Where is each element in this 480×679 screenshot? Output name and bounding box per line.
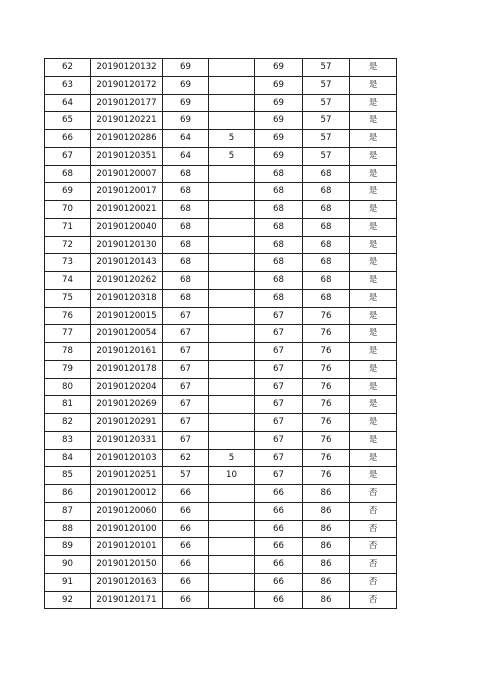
score-cell: 69 [163, 76, 209, 94]
final-score-cell: 67 [255, 431, 303, 449]
score-cell: 64 [163, 147, 209, 165]
status-cell: 否 [350, 485, 397, 503]
status-cell: 是 [350, 449, 397, 467]
table-row [45, 76, 397, 94]
table-row [45, 236, 397, 254]
rank-cell: 68 [303, 272, 350, 290]
status-cell: 是 [350, 431, 397, 449]
candidate-id-cell: 20190120017 [91, 183, 163, 201]
score-cell: 67 [163, 431, 209, 449]
status-cell: 是 [350, 343, 397, 361]
status-cell: 是 [350, 254, 397, 272]
score-cell: 66 [163, 573, 209, 591]
bonus-cell [209, 591, 255, 609]
table-row [45, 343, 397, 361]
row-number-cell: 64 [45, 94, 91, 112]
score-cell: 68 [163, 201, 209, 219]
score-cell: 66 [163, 502, 209, 520]
candidate-id-cell: 20190120150 [91, 556, 163, 574]
final-score-cell: 68 [255, 165, 303, 183]
score-cell: 69 [163, 94, 209, 112]
status-cell: 是 [350, 165, 397, 183]
status-cell: 是 [350, 130, 397, 148]
status-cell: 是 [350, 414, 397, 432]
score-cell: 67 [163, 307, 209, 325]
table-row [45, 325, 397, 343]
final-score-cell: 66 [255, 556, 303, 574]
bonus-cell [209, 325, 255, 343]
status-cell: 是 [350, 467, 397, 485]
status-cell: 是 [350, 289, 397, 307]
status-cell: 是 [350, 201, 397, 219]
score-cell: 66 [163, 520, 209, 538]
candidate-id-cell: 20190120318 [91, 289, 163, 307]
row-number-cell: 74 [45, 272, 91, 290]
candidate-id-cell: 20190120161 [91, 343, 163, 361]
final-score-cell: 68 [255, 289, 303, 307]
rank-cell: 76 [303, 360, 350, 378]
status-cell: 是 [350, 76, 397, 94]
candidate-id-cell: 20190120178 [91, 360, 163, 378]
rank-cell: 86 [303, 573, 350, 591]
candidate-id-cell: 20190120132 [91, 59, 163, 77]
bonus-cell [209, 236, 255, 254]
rank-cell: 86 [303, 520, 350, 538]
candidate-id-cell: 20190120262 [91, 272, 163, 290]
final-score-cell: 68 [255, 218, 303, 236]
bonus-cell: 5 [209, 130, 255, 148]
score-cell: 67 [163, 325, 209, 343]
bonus-cell [209, 94, 255, 112]
score-cell: 68 [163, 218, 209, 236]
row-number-cell: 86 [45, 485, 91, 503]
candidate-id-cell: 20190120040 [91, 218, 163, 236]
rank-cell: 68 [303, 218, 350, 236]
candidate-id-cell: 20190120100 [91, 520, 163, 538]
rank-cell: 76 [303, 307, 350, 325]
table-row [45, 556, 397, 574]
candidate-id-cell: 20190120351 [91, 147, 163, 165]
rank-cell: 86 [303, 502, 350, 520]
final-score-cell: 69 [255, 76, 303, 94]
row-number-cell: 87 [45, 502, 91, 520]
rank-cell: 57 [303, 94, 350, 112]
final-score-cell: 67 [255, 396, 303, 414]
bonus-cell [209, 485, 255, 503]
row-number-cell: 79 [45, 360, 91, 378]
bonus-cell [209, 360, 255, 378]
status-cell: 是 [350, 325, 397, 343]
score-cell: 66 [163, 556, 209, 574]
rank-cell: 76 [303, 449, 350, 467]
rank-cell: 86 [303, 485, 350, 503]
row-number-cell: 90 [45, 556, 91, 574]
rank-cell: 76 [303, 378, 350, 396]
row-number-cell: 69 [45, 183, 91, 201]
rank-cell: 76 [303, 431, 350, 449]
table-row [45, 538, 397, 556]
row-number-cell: 91 [45, 573, 91, 591]
row-number-cell: 65 [45, 112, 91, 130]
row-number-cell: 68 [45, 165, 91, 183]
table-row [45, 183, 397, 201]
table-row [45, 449, 397, 467]
candidate-id-cell: 20190120163 [91, 573, 163, 591]
table-row [45, 396, 397, 414]
status-cell: 是 [350, 94, 397, 112]
status-cell: 否 [350, 502, 397, 520]
row-number-cell: 89 [45, 538, 91, 556]
status-cell: 是 [350, 378, 397, 396]
bonus-cell: 5 [209, 147, 255, 165]
candidate-id-cell: 20190120221 [91, 112, 163, 130]
status-cell: 是 [350, 112, 397, 130]
candidate-id-cell: 20190120012 [91, 485, 163, 503]
bonus-cell [209, 538, 255, 556]
bonus-cell [209, 343, 255, 361]
candidate-id-cell: 20190120177 [91, 94, 163, 112]
row-number-cell: 76 [45, 307, 91, 325]
rank-cell: 68 [303, 165, 350, 183]
table-row [45, 165, 397, 183]
rank-cell: 86 [303, 556, 350, 574]
final-score-cell: 67 [255, 378, 303, 396]
bonus-cell [209, 378, 255, 396]
table-row [45, 307, 397, 325]
score-cell: 67 [163, 414, 209, 432]
row-number-cell: 83 [45, 431, 91, 449]
table-row [45, 147, 397, 165]
status-cell: 是 [350, 59, 397, 77]
rank-cell: 68 [303, 183, 350, 201]
score-cell: 68 [163, 236, 209, 254]
score-cell: 67 [163, 343, 209, 361]
row-number-cell: 82 [45, 414, 91, 432]
score-cell: 66 [163, 591, 209, 609]
row-number-cell: 77 [45, 325, 91, 343]
score-cell: 67 [163, 360, 209, 378]
row-number-cell: 92 [45, 591, 91, 609]
final-score-cell: 69 [255, 147, 303, 165]
row-number-cell: 73 [45, 254, 91, 272]
table-row [45, 467, 397, 485]
final-score-cell: 67 [255, 343, 303, 361]
score-cell: 68 [163, 289, 209, 307]
score-cell: 69 [163, 112, 209, 130]
candidate-id-cell: 20190120251 [91, 467, 163, 485]
table-row [45, 378, 397, 396]
candidate-id-cell: 20190120331 [91, 431, 163, 449]
final-score-cell: 68 [255, 201, 303, 219]
table-row [45, 520, 397, 538]
rank-cell: 76 [303, 414, 350, 432]
status-cell: 是 [350, 272, 397, 290]
final-score-cell: 66 [255, 538, 303, 556]
table-row [45, 272, 397, 290]
candidate-id-cell: 20190120007 [91, 165, 163, 183]
final-score-cell: 66 [255, 485, 303, 503]
bonus-cell [209, 165, 255, 183]
rank-cell: 86 [303, 538, 350, 556]
score-cell: 67 [163, 378, 209, 396]
rank-cell: 86 [303, 591, 350, 609]
table-row [45, 414, 397, 432]
final-score-cell: 66 [255, 520, 303, 538]
score-cell: 57 [163, 467, 209, 485]
rank-cell: 76 [303, 396, 350, 414]
bonus-cell [209, 414, 255, 432]
score-cell: 68 [163, 272, 209, 290]
score-cell: 67 [163, 396, 209, 414]
status-cell: 是 [350, 360, 397, 378]
bonus-cell [209, 112, 255, 130]
rank-cell: 57 [303, 76, 350, 94]
row-number-cell: 85 [45, 467, 91, 485]
candidate-id-cell: 20190120130 [91, 236, 163, 254]
final-score-cell: 67 [255, 414, 303, 432]
table-row [45, 431, 397, 449]
final-score-cell: 68 [255, 236, 303, 254]
final-score-cell: 69 [255, 94, 303, 112]
status-cell: 否 [350, 520, 397, 538]
bonus-cell [209, 520, 255, 538]
bonus-cell [209, 307, 255, 325]
bonus-cell [209, 573, 255, 591]
candidate-id-cell: 20190120286 [91, 130, 163, 148]
final-score-cell: 67 [255, 360, 303, 378]
bonus-cell: 5 [209, 449, 255, 467]
rank-cell: 57 [303, 59, 350, 77]
table-row [45, 485, 397, 503]
final-score-cell: 67 [255, 449, 303, 467]
status-cell: 是 [350, 147, 397, 165]
candidate-id-cell: 20190120172 [91, 76, 163, 94]
rank-cell: 68 [303, 236, 350, 254]
row-number-cell: 71 [45, 218, 91, 236]
table-row [45, 289, 397, 307]
score-cell: 68 [163, 183, 209, 201]
rank-cell: 68 [303, 254, 350, 272]
rank-cell: 68 [303, 201, 350, 219]
candidate-id-cell: 20190120143 [91, 254, 163, 272]
bonus-cell [209, 76, 255, 94]
bonus-cell [209, 502, 255, 520]
row-number-cell: 63 [45, 76, 91, 94]
table-row [45, 218, 397, 236]
row-number-cell: 81 [45, 396, 91, 414]
final-score-cell: 68 [255, 272, 303, 290]
final-score-cell: 69 [255, 112, 303, 130]
table-body [45, 59, 397, 609]
rank-cell: 57 [303, 147, 350, 165]
bonus-cell [209, 254, 255, 272]
score-cell: 68 [163, 165, 209, 183]
candidate-id-cell: 20190120015 [91, 307, 163, 325]
bonus-cell [209, 289, 255, 307]
row-number-cell: 67 [45, 147, 91, 165]
rank-cell: 57 [303, 130, 350, 148]
rank-cell: 57 [303, 112, 350, 130]
status-cell: 否 [350, 556, 397, 574]
table-row [45, 360, 397, 378]
row-number-cell: 62 [45, 59, 91, 77]
row-number-cell: 70 [45, 201, 91, 219]
candidate-id-cell: 20190120204 [91, 378, 163, 396]
final-score-cell: 66 [255, 573, 303, 591]
bonus-cell: 10 [209, 467, 255, 485]
row-number-cell: 84 [45, 449, 91, 467]
bonus-cell [209, 218, 255, 236]
score-cell: 66 [163, 485, 209, 503]
table-row [45, 201, 397, 219]
table-row [45, 130, 397, 148]
final-score-cell: 66 [255, 591, 303, 609]
score-cell: 64 [163, 130, 209, 148]
rank-cell: 68 [303, 289, 350, 307]
bonus-cell [209, 201, 255, 219]
bonus-cell [209, 183, 255, 201]
status-cell: 是 [350, 396, 397, 414]
score-cell: 69 [163, 59, 209, 77]
rank-cell: 76 [303, 325, 350, 343]
final-score-cell: 67 [255, 467, 303, 485]
final-score-cell: 68 [255, 254, 303, 272]
candidate-id-cell: 20190120021 [91, 201, 163, 219]
candidate-id-cell: 20190120101 [91, 538, 163, 556]
final-score-cell: 67 [255, 325, 303, 343]
candidate-id-cell: 20190120269 [91, 396, 163, 414]
table-row [45, 254, 397, 272]
score-cell: 68 [163, 254, 209, 272]
rank-cell: 76 [303, 343, 350, 361]
score-table [44, 58, 397, 609]
bonus-cell [209, 59, 255, 77]
bonus-cell [209, 431, 255, 449]
status-cell: 是 [350, 183, 397, 201]
row-number-cell: 78 [45, 343, 91, 361]
candidate-id-cell: 20190120103 [91, 449, 163, 467]
bonus-cell [209, 272, 255, 290]
rank-cell: 76 [303, 467, 350, 485]
status-cell: 是 [350, 307, 397, 325]
final-score-cell: 66 [255, 502, 303, 520]
table-row [45, 94, 397, 112]
status-cell: 是 [350, 236, 397, 254]
status-cell: 否 [350, 573, 397, 591]
table-row [45, 591, 397, 609]
score-cell: 66 [163, 538, 209, 556]
row-number-cell: 72 [45, 236, 91, 254]
score-cell: 62 [163, 449, 209, 467]
table-row [45, 573, 397, 591]
status-cell: 否 [350, 538, 397, 556]
candidate-id-cell: 20190120060 [91, 502, 163, 520]
candidate-id-cell: 20190120054 [91, 325, 163, 343]
final-score-cell: 68 [255, 183, 303, 201]
final-score-cell: 69 [255, 130, 303, 148]
table-row [45, 59, 397, 77]
final-score-cell: 69 [255, 59, 303, 77]
candidate-id-cell: 20190120291 [91, 414, 163, 432]
final-score-cell: 67 [255, 307, 303, 325]
candidate-id-cell: 20190120171 [91, 591, 163, 609]
row-number-cell: 75 [45, 289, 91, 307]
row-number-cell: 88 [45, 520, 91, 538]
bonus-cell [209, 556, 255, 574]
row-number-cell: 80 [45, 378, 91, 396]
bonus-cell [209, 396, 255, 414]
status-cell: 是 [350, 218, 397, 236]
status-cell: 否 [350, 591, 397, 609]
table-row [45, 502, 397, 520]
table-row [45, 112, 397, 130]
row-number-cell: 66 [45, 130, 91, 148]
